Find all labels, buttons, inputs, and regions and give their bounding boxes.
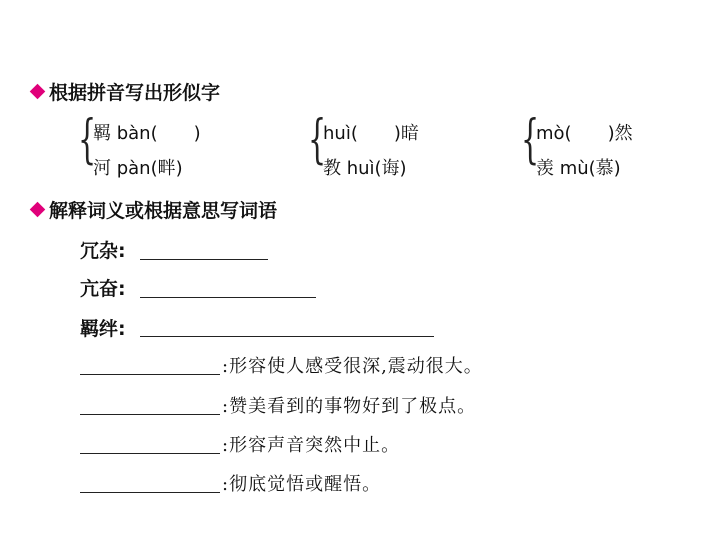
- definition-2: :赞美看到的事物好到了极点。: [222, 396, 477, 417]
- group2-line2: 教 huì(诲): [323, 158, 407, 179]
- answer-blank[interactable]: [80, 414, 220, 415]
- section-title-text: 解释词义或根据意思写词语: [49, 200, 278, 222]
- group3-line1: mò( )然: [536, 123, 633, 144]
- diamond-bullet-icon: [30, 84, 46, 100]
- section-title-similar-chars: [32, 78, 220, 105]
- group2-line1: huì( )暗: [323, 123, 419, 144]
- term-jiban: 羁绊:: [80, 318, 126, 340]
- answer-blank[interactable]: [80, 374, 220, 375]
- section-title-word-meanings: [32, 196, 277, 223]
- section-title-text: 根据拼音写出形似字: [49, 82, 221, 104]
- term-rongza: 冗杂:: [80, 240, 126, 262]
- left-brace-icon: {: [308, 110, 327, 170]
- term-kangfen: 亢奋:: [80, 278, 126, 300]
- definition-3: :形容声音突然中止。: [222, 435, 401, 456]
- definition-4: :彻底觉悟或醒悟。: [222, 474, 382, 495]
- answer-blank[interactable]: [140, 336, 434, 337]
- answer-blank[interactable]: [140, 297, 316, 298]
- group3-line2: 羡 mù(慕): [536, 158, 621, 179]
- definition-1: :形容使人感受很深,震动很大。: [222, 356, 483, 377]
- answer-blank[interactable]: [140, 259, 268, 260]
- group1-line2: 河 pàn(畔): [93, 158, 183, 179]
- left-brace-icon: {: [78, 110, 97, 170]
- diamond-bullet-icon: [30, 202, 46, 218]
- answer-blank[interactable]: [80, 453, 220, 454]
- group1-line1: 羁 bàn( ): [93, 123, 201, 144]
- left-brace-icon: {: [521, 110, 540, 170]
- answer-blank[interactable]: [80, 492, 220, 493]
